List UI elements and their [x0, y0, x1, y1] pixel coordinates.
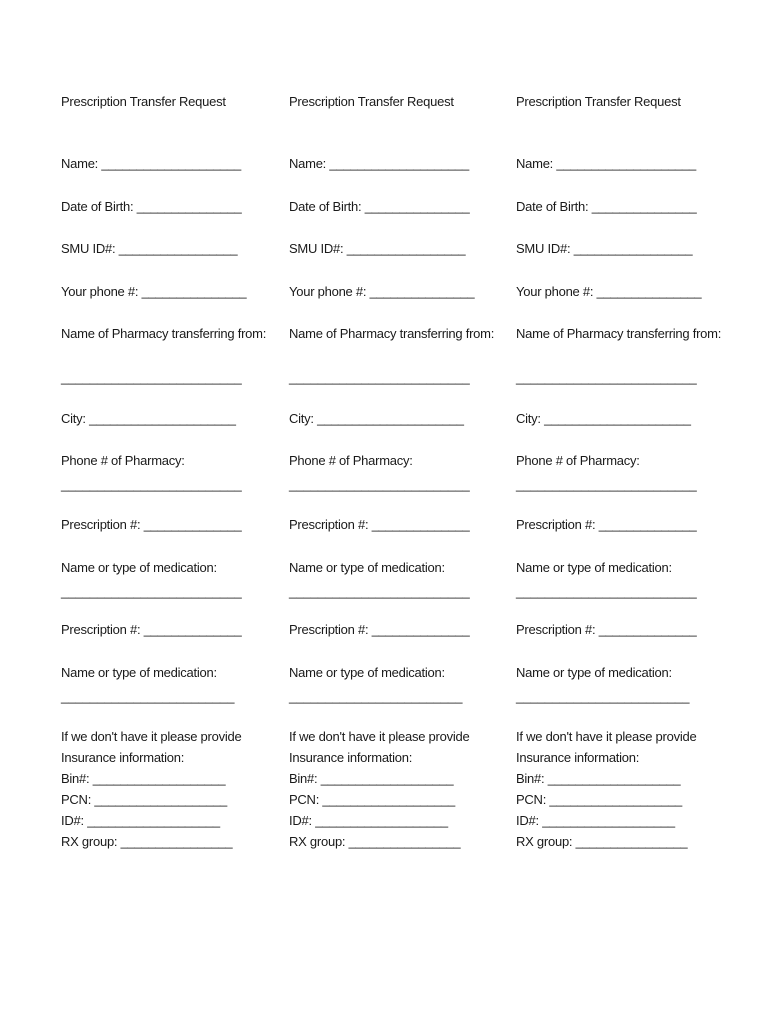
pcn-field[interactable]: PCN: ___________________: [61, 792, 228, 807]
bin-field[interactable]: Bin#: ___________________: [61, 771, 226, 786]
medication-2-line[interactable]: ________________________: [516, 689, 690, 704]
form-title: Prescription Transfer Request: [516, 94, 681, 109]
city-field[interactable]: City: _____________________: [61, 411, 236, 426]
phone-field[interactable]: Your phone #: _______________: [516, 284, 702, 299]
pcn-field[interactable]: PCN: ___________________: [516, 792, 683, 807]
phone-field[interactable]: Your phone #: _______________: [61, 284, 247, 299]
medication-1-label: Name or type of medication:: [289, 560, 445, 575]
pharmacy-from-label: Name of Pharmacy transferring from:: [289, 326, 495, 341]
city-field[interactable]: City: _____________________: [289, 411, 464, 426]
rx-group-field[interactable]: RX group: ________________: [61, 834, 233, 849]
insurance-id-field[interactable]: ID#: ___________________: [516, 813, 675, 828]
insurance-id-field[interactable]: ID#: ___________________: [289, 813, 448, 828]
dob-field[interactable]: Date of Birth: _______________: [516, 199, 697, 214]
insurance-note: If we don't have it please provide: [61, 729, 242, 744]
smu-id-field[interactable]: SMU ID#: _________________: [289, 241, 466, 256]
prescription-number-2-field[interactable]: Prescription #: ______________: [516, 622, 697, 637]
pharmacy-phone-label: Phone # of Pharmacy:: [61, 453, 185, 468]
name-field[interactable]: Name: ____________________: [61, 156, 242, 171]
dob-field[interactable]: Date of Birth: _______________: [61, 199, 242, 214]
pharmacy-name-line[interactable]: _________________________: [516, 370, 697, 385]
pharmacy-name-line[interactable]: _________________________: [61, 370, 242, 385]
pharmacy-phone-label: Phone # of Pharmacy:: [516, 453, 640, 468]
prescription-number-1-field[interactable]: Prescription #: ______________: [289, 517, 470, 532]
medication-2-line[interactable]: ________________________: [289, 689, 463, 704]
name-field[interactable]: Name: ____________________: [516, 156, 697, 171]
prescription-number-2-field[interactable]: Prescription #: ______________: [289, 622, 470, 637]
insurance-note: If we don't have it please provide: [516, 729, 697, 744]
bin-field[interactable]: Bin#: ___________________: [289, 771, 454, 786]
form-title: Prescription Transfer Request: [289, 94, 454, 109]
pharmacy-phone-line[interactable]: _________________________: [289, 477, 470, 492]
pharmacy-from-label: Name of Pharmacy transferring from:: [516, 326, 722, 341]
medication-1-line[interactable]: _________________________: [61, 584, 242, 599]
pharmacy-phone-line[interactable]: _________________________: [61, 477, 242, 492]
smu-id-field[interactable]: SMU ID#: _________________: [516, 241, 693, 256]
pcn-field[interactable]: PCN: ___________________: [289, 792, 456, 807]
medication-2-label: Name or type of medication:: [61, 665, 217, 680]
city-field[interactable]: City: _____________________: [516, 411, 691, 426]
insurance-id-field[interactable]: ID#: ___________________: [61, 813, 220, 828]
prescription-number-1-field[interactable]: Prescription #: ______________: [61, 517, 242, 532]
prescription-number-1-field[interactable]: Prescription #: ______________: [516, 517, 697, 532]
medication-1-line[interactable]: _________________________: [516, 584, 697, 599]
pharmacy-name-line[interactable]: _________________________: [289, 370, 470, 385]
rx-group-field[interactable]: RX group: ________________: [516, 834, 688, 849]
medication-1-label: Name or type of medication:: [61, 560, 217, 575]
insurance-info-label: Insurance information:: [516, 750, 640, 765]
pharmacy-from-label: Name of Pharmacy transferring from:: [61, 326, 267, 341]
insurance-note: If we don't have it please provide: [289, 729, 470, 744]
insurance-info-label: Insurance information:: [61, 750, 185, 765]
medication-2-label: Name or type of medication:: [289, 665, 445, 680]
prescription-number-2-field[interactable]: Prescription #: ______________: [61, 622, 242, 637]
bin-field[interactable]: Bin#: ___________________: [516, 771, 681, 786]
form-title: Prescription Transfer Request: [61, 94, 226, 109]
phone-field[interactable]: Your phone #: _______________: [289, 284, 475, 299]
insurance-info-label: Insurance information:: [289, 750, 413, 765]
medication-2-label: Name or type of medication:: [516, 665, 672, 680]
medication-1-line[interactable]: _________________________: [289, 584, 470, 599]
medication-1-label: Name or type of medication:: [516, 560, 672, 575]
dob-field[interactable]: Date of Birth: _______________: [289, 199, 470, 214]
medication-2-line[interactable]: ________________________: [61, 689, 235, 704]
rx-group-field[interactable]: RX group: ________________: [289, 834, 461, 849]
pharmacy-phone-label: Phone # of Pharmacy:: [289, 453, 413, 468]
smu-id-field[interactable]: SMU ID#: _________________: [61, 241, 238, 256]
pharmacy-phone-line[interactable]: _________________________: [516, 477, 697, 492]
name-field[interactable]: Name: ____________________: [289, 156, 470, 171]
